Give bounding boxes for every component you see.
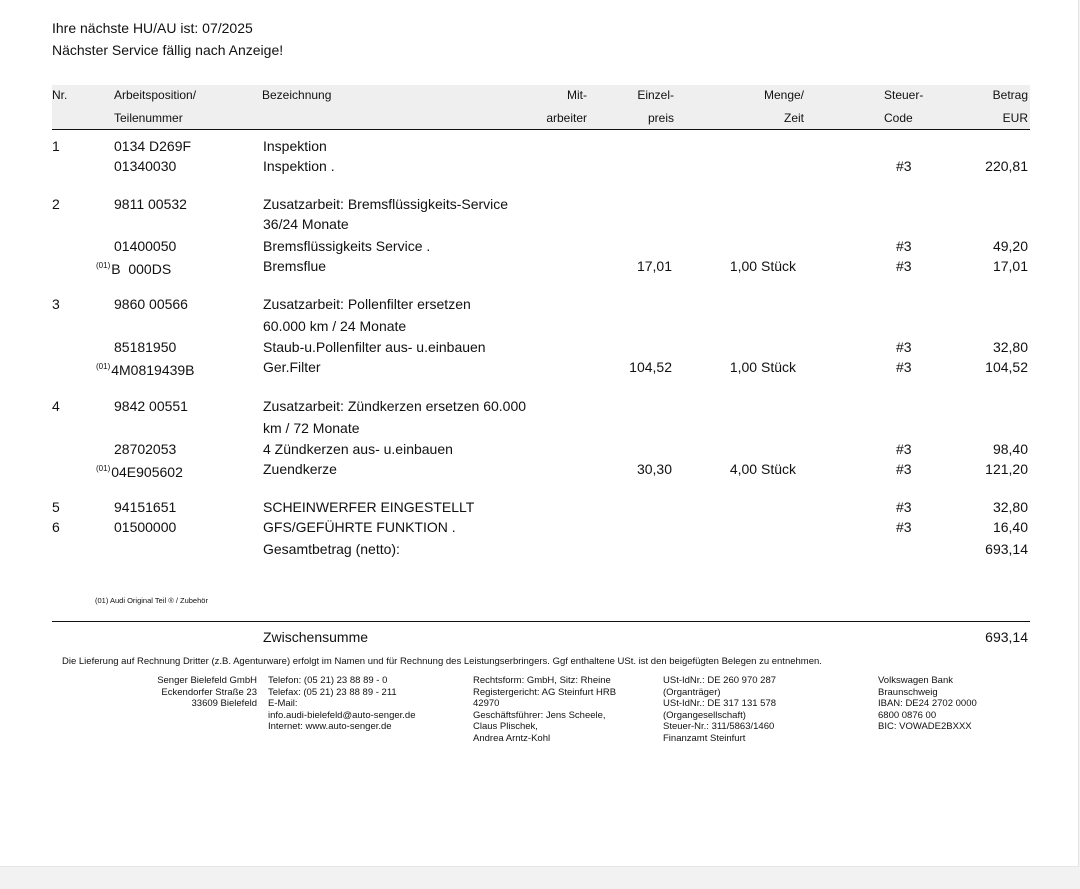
line-description: Zusatzarbeit: Pollenfilter ersetzen: [263, 296, 471, 312]
line-tax-code: #3: [896, 158, 912, 174]
footer-address: Senger Bielefeld GmbH Eckendorfer Straße 23 33609 Bielefeld: [157, 675, 257, 709]
col-teilenummer: Teilenummer: [114, 111, 183, 125]
line-part-number: 28702053: [114, 441, 177, 457]
col-einzel: Einzel-: [637, 88, 674, 102]
footer-bank: Volkswagen Bank Braunschweig IBAN: DE24 2702 0000 6800 0876 00 BIC: VOWADE2BXXX: [878, 675, 977, 732]
col-zeit: Zeit: [783, 111, 804, 125]
col-betrag: Betrag: [992, 88, 1028, 102]
line-tax-code: #3: [896, 441, 912, 457]
footnote-marker: (01): [96, 362, 111, 371]
line-nr: 4: [52, 398, 60, 414]
line-part-number: [96, 256, 171, 279]
line-tax-code: #3: [896, 238, 912, 254]
line-part-number-text: B 000DS: [111, 261, 172, 277]
col-arbeitsposition: Arbeitsposition/: [114, 88, 197, 102]
footnote-marker: (01): [96, 464, 111, 473]
line-amount: 32,80: [992, 499, 1028, 515]
line-part-number: 01500000: [114, 519, 177, 535]
line-amount: 98,40: [992, 441, 1028, 457]
line-part-number: 9860 00566: [114, 296, 188, 312]
line-amount: 32,80: [992, 339, 1028, 355]
line-description: Zuendkerze: [263, 461, 337, 477]
line-nr: 2: [52, 196, 60, 212]
line-description: SCHEINWERFER EINGESTELLT: [263, 499, 475, 515]
line-description: Inspektion: [263, 138, 327, 154]
line-tax-code: #3: [896, 461, 912, 477]
line-part-number: 9842 00551: [114, 398, 188, 414]
line-nr: 3: [52, 296, 60, 312]
col-bezeichnung: Bezeichnung: [262, 88, 332, 102]
line-part-number: 85181950: [114, 339, 177, 355]
footer-tax: USt-IdNr.: DE 260 970 287 (Organträger) USt-IdNr.: DE 317 131 578 (Organgesellschaft) Steuer-Nr.: 311/5863/1460 Finanzamt Steinfurt: [663, 675, 777, 744]
line-unit-price: 104,52: [629, 359, 672, 375]
line-part-number: 9811 00532: [114, 196, 187, 212]
line-description: 60.000 km / 24 Monate: [263, 318, 407, 334]
line-amount: 16,40: [992, 519, 1028, 535]
col-nr: Nr.: [52, 88, 68, 102]
col-menge: Menge/: [763, 88, 804, 102]
divider: [52, 621, 1030, 622]
line-part-number: 0134 D269F: [114, 138, 192, 154]
disclaimer: Die Lieferung auf Rechnung Dritter (z.B. Agenturware) erfolgt im Namen und für Rechnung des Leistungserbringers. Ggf enthaltene USt. ist den beigefügten Belegen zu entnehmen.: [62, 656, 822, 667]
line-quantity: 1,00 Stück: [729, 359, 796, 375]
line-amount: 220,81: [985, 158, 1028, 174]
line-description: Zusatzarbeit: Bremsflüssigkeits-Service: [263, 196, 509, 212]
footer-legal: Rechtsform: GmbH, Sitz: Rheine Registergericht: AG Steinfurt HRB 42970 Geschäftsführer: Jens Scheele, Claus Plischek, Andrea Arntz-Kohl: [473, 675, 617, 744]
col-eur: EUR: [1002, 111, 1028, 125]
line-description: Inspektion .: [263, 158, 335, 174]
line-description: Staub-u.Pollenfilter aus- u.einbauen: [263, 339, 486, 355]
col-preis: preis: [647, 111, 674, 125]
line-nr: 6: [52, 519, 60, 535]
line-description: Bremsflüssigkeits Service .: [263, 238, 431, 254]
line-description: Bremsflue: [263, 258, 327, 274]
line-description: Zusatzarbeit: Zündkerzen ersetzen 60.000: [263, 398, 527, 414]
col-code: Code: [884, 111, 913, 125]
line-description: Gesamtbetrag (netto):: [263, 541, 400, 557]
line-part-number-text: 4M0819439B: [111, 362, 195, 378]
line-nr: 1: [52, 138, 60, 154]
line-description: km / 72 Monate: [263, 420, 360, 436]
line-tax-code: #3: [896, 359, 912, 375]
line-description: GFS/GEFÜHRTE FUNKTION .: [263, 519, 456, 535]
line-unit-price: 30,30: [636, 461, 672, 477]
line-tax-code: #3: [896, 339, 912, 355]
line-quantity: 4,00 Stück: [729, 461, 796, 477]
line-amount: 693,14: [985, 541, 1028, 557]
line-part-number: [96, 459, 183, 482]
footnote-marker: (01): [96, 261, 111, 270]
line-amount: 49,20: [992, 238, 1028, 254]
table-header: [52, 85, 1030, 130]
service-notice: Nächster Service fällig nach Anzeige!: [52, 42, 284, 58]
subtotal-amount: 693,14: [985, 629, 1028, 645]
line-tax-code: #3: [896, 258, 912, 274]
line-part-number: 01340030: [114, 158, 177, 174]
line-description: Ger.Filter: [263, 359, 321, 375]
subtotal-label: Zwischensumme: [263, 629, 369, 645]
line-description: 36/24 Monate: [263, 216, 349, 232]
col-mit: Mit-: [567, 88, 587, 102]
line-part-number: 01400050: [114, 238, 177, 254]
line-part-number: [96, 357, 195, 380]
line-part-number-text: 04E905602: [111, 464, 183, 480]
line-amount: 104,52: [985, 359, 1028, 375]
footnote: (01) Audi Original Teil ® / Zubehör: [95, 596, 208, 605]
col-arbeiter: arbeiter: [546, 111, 587, 125]
line-description: 4 Zündkerzen aus- u.einbauen: [263, 441, 453, 457]
line-tax-code: #3: [896, 499, 912, 515]
hu-au-notice: Ihre nächste HU/AU ist: 07/2025: [52, 20, 253, 36]
line-unit-price: 17,01: [636, 258, 672, 274]
line-amount: 121,20: [985, 461, 1028, 477]
line-quantity: 1,00 Stück: [729, 258, 796, 274]
line-amount: 17,01: [992, 258, 1028, 274]
line-part-number: 94151651: [114, 499, 177, 515]
footer-contact: Telefon: (05 21) 23 88 89 - 0 Telefax: (05 21) 23 88 89 - 211 E-Mail: info.audi-bielefeld@auto-senger.de Internet: www.auto-senger.de: [268, 675, 416, 732]
line-tax-code: #3: [896, 519, 912, 535]
line-nr: 5: [52, 499, 60, 515]
col-steuer: Steuer-: [884, 88, 924, 102]
